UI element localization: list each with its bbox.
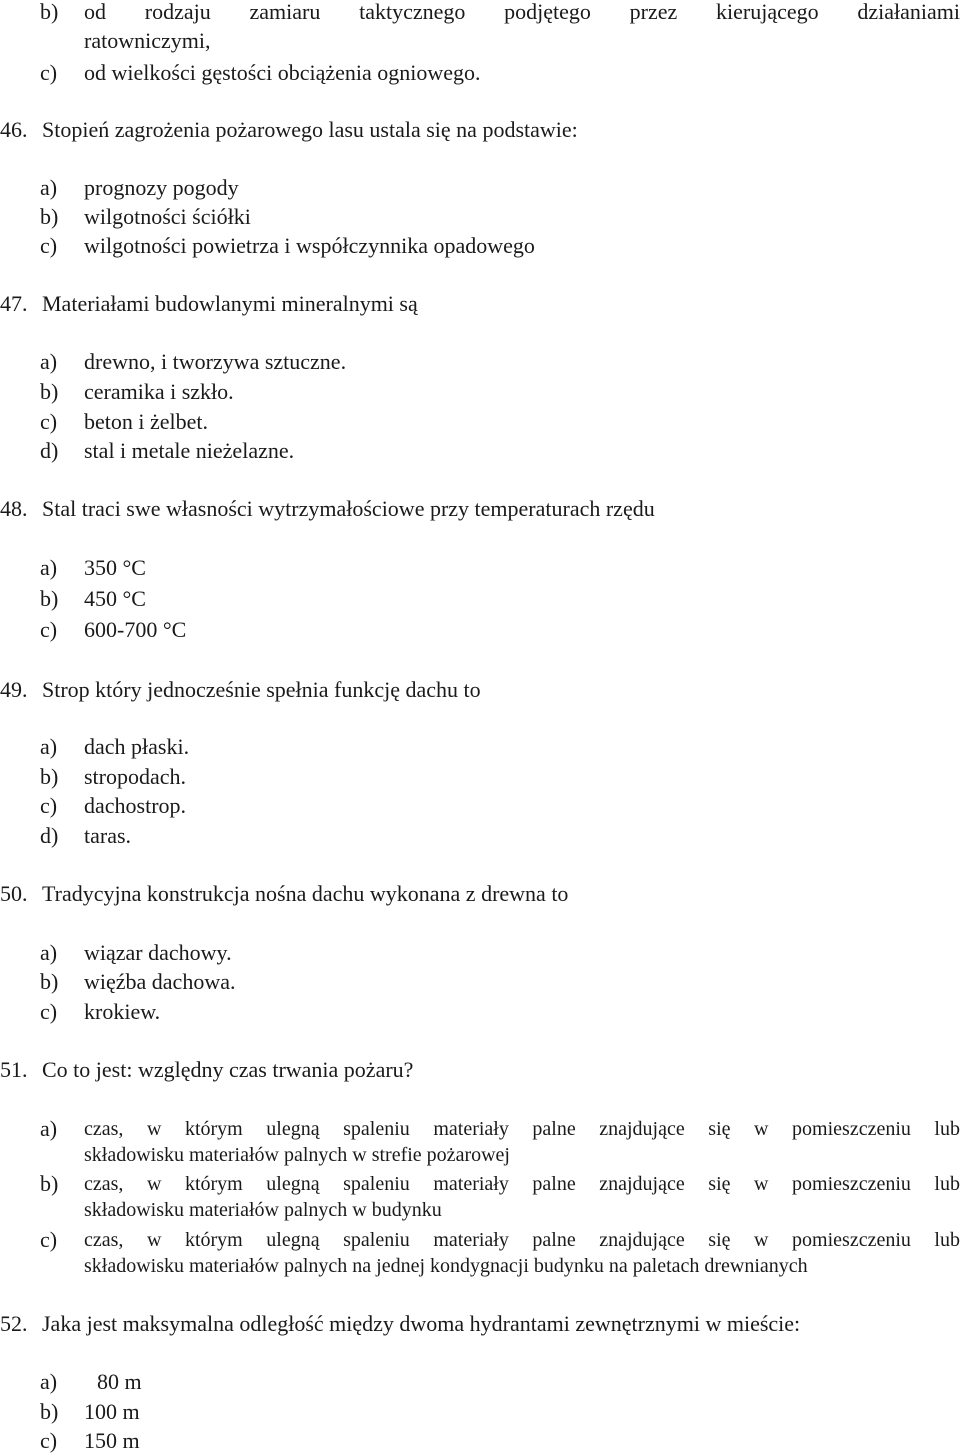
answer-text: prognozy pogody	[84, 175, 239, 200]
question-number: 48.	[0, 496, 28, 521]
answer-text: składowisku materiałów palnych w budynku	[84, 1199, 442, 1221]
answer-label: a)	[40, 1116, 58, 1141]
answer-label: c)	[40, 617, 58, 642]
answer-label: b)	[40, 969, 59, 994]
answer-label: a)	[40, 734, 58, 759]
answer-text: beton i żelbet.	[84, 409, 209, 434]
answer-label: a)	[40, 1369, 58, 1394]
question-text: Strop który jednocześnie spełnia funkcję dachu to	[42, 677, 481, 702]
answer-label: c)	[40, 1227, 58, 1252]
answer-text: składowisku materiałów palnych na jednej kondygnacji budynku na paletach drewnianych	[84, 1255, 808, 1277]
answer-text: 450 °C	[84, 586, 146, 611]
answer-text: 150 m	[84, 1428, 140, 1453]
answer-label: c)	[40, 409, 58, 434]
answer-text: krokiew.	[84, 999, 161, 1024]
question-text: Materiałami budowlanymi mineralnymi są	[42, 291, 418, 316]
question-number: 46.	[0, 117, 28, 142]
answer-label: b)	[40, 586, 59, 611]
question-number: 52.	[0, 1311, 28, 1336]
answer-label: c)	[40, 793, 58, 818]
answer-text: wiązar dachowy.	[84, 940, 232, 965]
answer-text: czas, w którym ulegną spaleniu materiały palne znajdujące się w pomieszczeniu lub	[84, 1229, 960, 1251]
answer-label: a)	[40, 175, 58, 200]
answer-text: dachostrop.	[84, 793, 187, 818]
question-number: 49.	[0, 677, 28, 702]
answer-label: b)	[40, 1399, 59, 1424]
answer-label: d)	[40, 438, 59, 463]
answer-text: wilgotności ściółki	[84, 204, 251, 229]
answer-text: taras.	[84, 823, 132, 848]
answer-text: stal i metale nieżelazne.	[84, 438, 295, 463]
answer-text: składowisku materiałów palnych w strefie pożarowej	[84, 1144, 510, 1166]
answer-label: b)	[40, 1171, 59, 1196]
answer-label: d)	[40, 823, 59, 848]
answer-text: 80 m	[97, 1369, 142, 1394]
answer-label: c)	[40, 999, 58, 1024]
answer-label: b)	[40, 0, 59, 24]
answer-label: b)	[40, 379, 59, 404]
answer-text: od wielkości gęstości obciążenia ogniowego.	[84, 60, 481, 85]
answer-text: ceramika i szkło.	[84, 379, 234, 404]
answer-text: 350 °C	[84, 555, 146, 580]
question-text: Stopień zagrożenia pożarowego lasu ustala się na podstawie:	[42, 117, 578, 142]
answer-text: czas, w którym ulegną spaleniu materiały palne znajdujące się w pomieszczeniu lub	[84, 1173, 960, 1195]
answer-text: stropodach.	[84, 764, 187, 789]
question-text: Jaka jest maksymalna odległość między dwoma hydrantami zewnętrznymi w mieście:	[42, 1311, 801, 1336]
answer-label: c)	[40, 1428, 58, 1453]
question-number: 51.	[0, 1057, 28, 1082]
question-text: Tradycyjna konstrukcja nośna dachu wykonana z drewna to	[42, 881, 569, 906]
answer-text: 100 m	[84, 1399, 140, 1424]
question-text: Stal traci swe własności wytrzymałościowe przy temperaturach rzędu	[42, 496, 655, 521]
answer-text: dach płaski.	[84, 734, 190, 759]
answer-text: więźba dachowa.	[84, 969, 236, 994]
answer-text: 600-700 °C	[84, 617, 187, 642]
answer-label: a)	[40, 940, 58, 965]
answer-label: b)	[40, 204, 59, 229]
answer-text: ratowniczymi,	[84, 28, 211, 53]
answer-label: a)	[40, 349, 58, 374]
question-number: 47.	[0, 291, 28, 316]
question-number: 50.	[0, 881, 28, 906]
answer-label: a)	[40, 555, 58, 580]
answer-label: c)	[40, 233, 58, 258]
answer-text: drewno, i tworzywa sztuczne.	[84, 349, 347, 374]
question-text: Co to jest: względny czas trwania pożaru?	[42, 1057, 414, 1082]
answer-text: czas, w którym ulegną spaleniu materiały palne znajdujące się w pomieszczeniu lub	[84, 1118, 960, 1140]
answer-text: wilgotności powietrza i współczynnika opadowego	[84, 233, 535, 258]
answer-text: od rodzaju zamiaru taktycznego podjętego przez kierującego działaniami	[84, 0, 960, 24]
answer-label: c)	[40, 60, 58, 85]
answer-label: b)	[40, 764, 59, 789]
